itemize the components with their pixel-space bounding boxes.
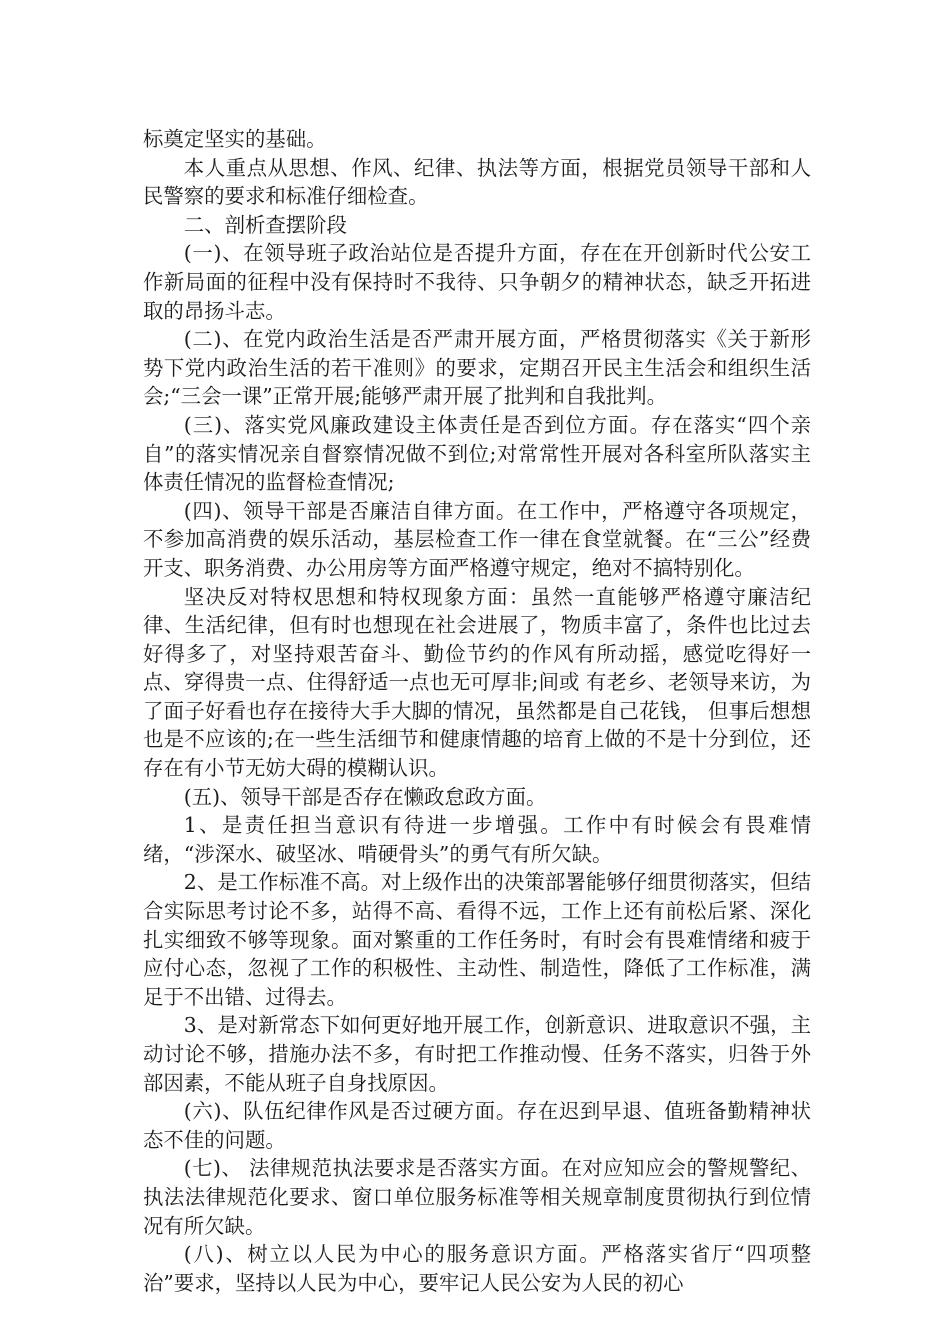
paragraph-item-5: (五)、领导干部是否存在懒政怠政方面。 (183, 784, 547, 809)
paragraph-continuation: 标奠定坚实的基础。 (143, 127, 327, 151)
paragraph-item-7: (七)、 法律规范执法要求是否落实方面。在对应知应会的警规警纪、执法法律规范化要求、窗口单位服务标准等相关规章制度贯彻执行到位情况有所欠缺。 (143, 1156, 811, 1238)
paragraph-point-1: 1、是责任担当意识有待进一步增强。工作中有时候会有畏难情绪，“涉深水、破坚冰、啃硬骨头”的勇气有所欠缺。 (143, 813, 811, 866)
paragraph-scope: 本人重点从思想、作风、纪律、执法等方面，根据党员领导干部和人民警察的要求和标准仔细检查。 (143, 155, 811, 209)
paragraph-item-8: (八)、树立以人民为中心的服务意识方面。严格落实省厅“四项整治”要求，坚持以人民为中心，要牢记人民公安为人民的初心 (143, 1242, 811, 1295)
paragraph-privilege: 坚决反对特权思想和特权现象方面：虽然一直能够严格遵守廉洁纪律、生活纪律，但有时也想现在社会进展了，物质丰富了，条件也比过去好得多了，对坚持艰苦奋斗、勤俭节约的作风有所动摇，感觉吃得好一点、穿得贵一点、住得舒适一点也无可厚非;间或 有老乡、老领导来访，为了面子好看也存在接待大手大脚的情况，虽然都是自己花钱， 但事后想想也是不应该的;在一些生活细节和健康情趣的培育上做的不是十分到位，还存在有小节无妨大碍的模糊认识。 (143, 584, 811, 781)
paragraph-item-2: (二)、在党内政治生活是否严肃开展方面，严格贯彻落实《关于新形势下党内政治生活的若干准则》的要求，定期召开民主生活会和组织生活会;“三会一课”正常开展;能够严肃开展了批判和自我批判。 (143, 327, 811, 409)
paragraph-item-4: (四)、领导干部是否廉洁自律方面。在工作中，严格遵守各项规定，不参加高消费的娱乐活动，基层检查工作一律在食堂就餐。在“三公”经费开支、职务消费、办公用房等方面严格遵守规定，绝对不搞特别化。 (143, 498, 811, 580)
document-body (143, 125, 811, 1297)
paragraph-item-6: (六)、队伍纪律作风是否过硬方面。存在迟到早退、值班备勤精神状态不佳的问题。 (143, 1099, 811, 1152)
paragraph-item-1: (一)、在领导班子政治站位是否提升方面，存在在开创新时代公安工作新局面的征程中没有保持时不我待、只争朝夕的精神状态，缺乏开拓进取的昂扬斗志。 (143, 241, 811, 323)
paragraph-point-3: 3、是对新常态下如何更好地开展工作，创新意识、进取意识不强，主动讨论不够，措施办法不多，有时把工作推动慢、任务不落实，归咎于外部因素，不能从班子自身找原因。 (143, 1013, 811, 1095)
paragraph-point-2: 2、是工作标准不高。对上级作出的决策部署能够仔细贯彻落实，但结合实际思考讨论不多，站得不高、看得不远，工作上还有前松后紧、深化扎实细致不够等现象。面对繁重的工作任务时，有时会有畏难情绪和疲于应付心态，忽视了工作的积极性、主动性、制造性，降低了工作标准，满足于不出错、过得去。 (143, 870, 811, 1009)
section-heading: 二、剖析查摆阶段 (183, 212, 347, 237)
paragraph-item-3: (三)、落实党风廉政建设主体责任是否到位方面。存在落实“四个亲自”的落实情况亲自督察情况做不到位;对常常性开展对各科室所队落实主体责任情况的监督检查情况; (143, 412, 811, 495)
